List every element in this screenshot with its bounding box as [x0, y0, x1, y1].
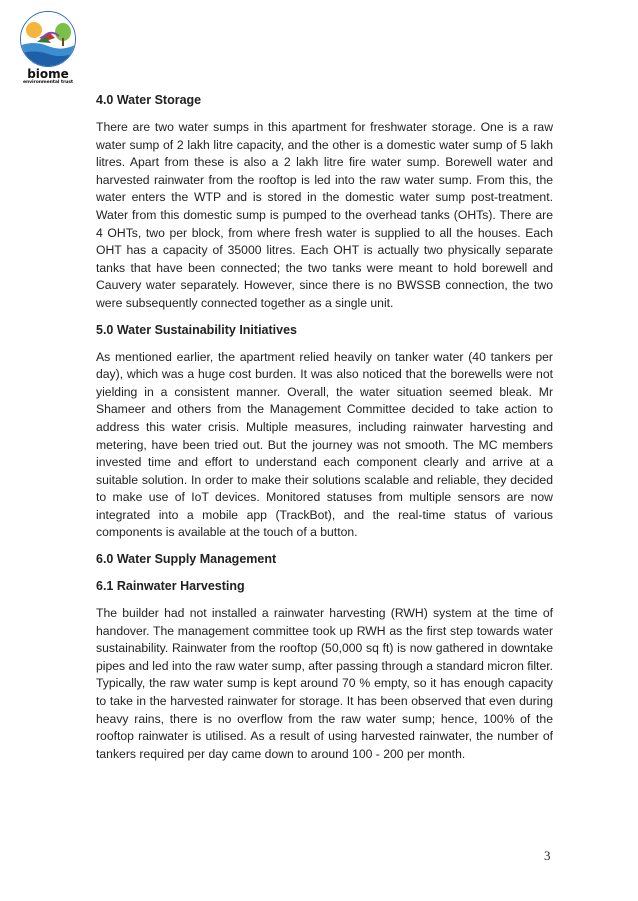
document-body: [96, 92, 553, 763]
heading-rainwater-harvesting: 6.1 Rainwater Harvesting: [96, 579, 245, 594]
logo-subtitle: environmental trust: [22, 80, 74, 85]
heading-sustainability: 5.0 Water Sustainability Initiatives: [96, 322, 297, 337]
page-number: 3: [544, 848, 551, 863]
paragraph-water-storage: There are two water sumps in this apartment for freshwater storage. One is a raw water sump of 2 lakh litre capacity, and the other is a domestic water sump of 5 lakh litres. Apart from these is also a 2 lakh litre fire water sump. Borewell water and harvested rainwater from the rooftop is led into the raw water sump. From this, the water enters the WTP and is stored in the domestic water sump post-treatment. Water from this domestic sump is pumped to the overhead tanks (OHTs). There are 4 OHTs, two per block, from where fresh water is supplied to all the houses. Each OHT has a capacity of 35000 litres. Each OHT is actually two physically separate tanks that have been connected; the two tanks were meant to hold borewell and Cauvery water separately. However, since there is no BWSSB connection, the two were subsequently connected together as a single unit.: [96, 120, 553, 310]
heading-supply-management: 6.0 Water Supply Management: [96, 552, 277, 567]
logo-name: biome: [27, 67, 69, 81]
biome-logo: [14, 10, 82, 86]
paragraph-rainwater-harvesting: The builder had not installed a rainwater harvesting (RWH) system at the time of handover. The management committee took up RWH as the first step towards water sustainability. Rainwater from the rooftop (50,000 sq ft) is now gathered in downtake pipes and led into the raw water sump, after passing through a standard micron filter. Typically, the raw water sump is kept around 70 % empty, so it has enough capacity to take in the harvested rainwater for storage. It has been observed that even during heavy rains, there is no overflow from the raw water sump; hence, 100% of the rooftop rainwater is utilised. As a result of using harvested rainwater, the number of tankers required per day came down to around 100 - 200 per month.: [96, 606, 553, 761]
paragraph-sustainability: As mentioned earlier, the apartment relied heavily on tanker water (40 tankers per day), which was a huge cost burden. It was also noticed that the borewells were not yielding in a consistent manner. Overall, the water situation seemed bleak. Mr Shameer and others from the Management Committee decided to take action to address this water crisis. Multiple measures, including rainwater harvesting and metering, have been tried out. But the journey was not smooth. The MC members invested time and effort to understand each component clearly and arrive at a suitable solution. In order to make their solutions scalable and reliable, they decided to make use of IoT devices. Monitored statuses from multiple sensors are now integrated into a mobile app (TrackBot), and the real-time status of various components is available at the touch of a button.: [96, 349, 553, 540]
biome-emblem-icon: [19, 10, 77, 68]
heading-water-storage: 4.0 Water Storage: [96, 93, 202, 107]
